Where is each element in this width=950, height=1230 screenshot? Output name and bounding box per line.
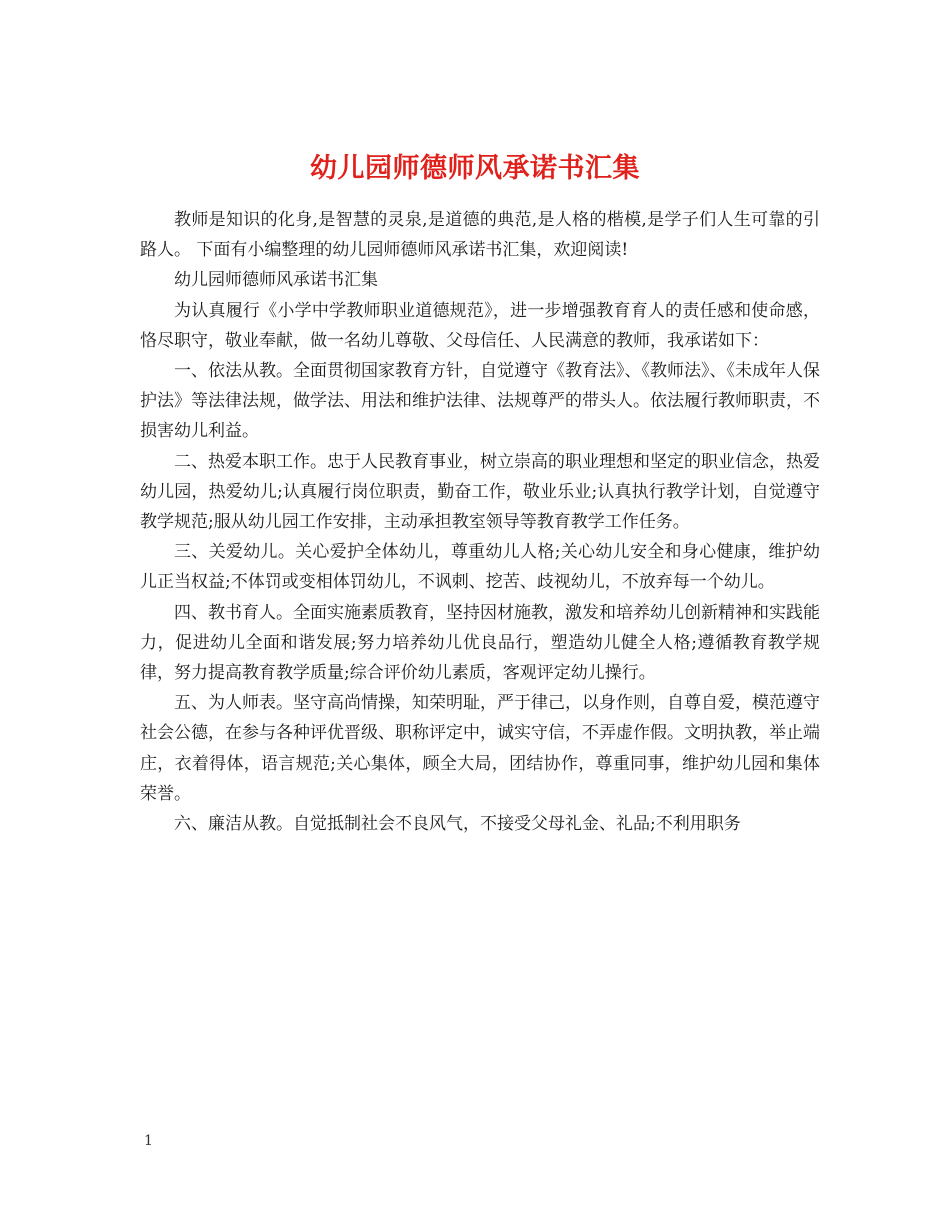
page-number: 1	[144, 1133, 153, 1149]
paragraph-intro: 教师是知识的化身,是智慧的灵泉,是道德的典范,是人格的楷模,是学子们人生可靠的引路人。 下面有小编整理的幼儿园师德师风承诺书汇集，欢迎阅读!	[140, 210, 820, 261]
paragraph-item-6: 六、廉洁从教。自觉抵制社会不良风气，不接受父母礼金、礼品;不利用职务	[174, 814, 741, 835]
paragraph-subtitle: 幼儿园师德师风承诺书汇集	[174, 270, 378, 291]
paragraph-item-4: 四、教书育人。全面实施素质教育，坚持因材施教，激发和培养幼儿创新精神和实践能力，促进幼儿全面和谐发展;努力培养幼儿优良品行，塑造幼儿健全人格;遵循教育教学规律，努力提高教育教学质量;综合评价幼儿素质，客观评定幼儿操行。	[140, 602, 820, 684]
paragraph-item-5: 五、为人师表。坚守高尚情操，知荣明耻，严于律己，以身作则，自尊自爱，模范遵守社会公德，在参与各种评优晋级、职称评定中，诚实守信，不弄虚作假。文明执教，举止端庄，衣着得体，语言规范;关心集体，顾全大局，团结协作，尊重同事，维护幼儿园和集体荣誉。	[140, 693, 820, 804]
page-title: 幼儿园师德师风承诺书汇集	[310, 153, 640, 185]
paragraph-item-2: 二、热爱本职工作。忠于人民教育事业，树立崇高的职业理想和坚定的职业信念，热爱幼儿园，热爱幼儿;认真履行岗位职责，勤奋工作，敬业乐业;认真执行教学计划，自觉遵守教学规范;服从幼儿园工作安排，主动承担教室领导等教育教学工作任务。	[140, 451, 820, 533]
paragraph-preamble: 为认真履行《小学中学教师职业道德规范》，进一步增强教育育人的责任感和使命感，恪尽职守，敬业奉献，做一名幼儿尊敬、父母信任、人民满意的教师，我承诺如下：	[140, 300, 820, 351]
paragraph-item-3: 三、关爱幼儿。关心爱护全体幼儿，尊重幼儿人格;关心幼儿安全和身心健康，维护幼儿正当权益;不体罚或变相体罚幼儿，不讽刺、挖苦、歧视幼儿，不放弃每一个幼儿。	[140, 542, 820, 593]
document-body	[140, 205, 820, 839]
paragraph-item-1: 一、依法从教。全面贯彻国家教育方针，自觉遵守《教育法》、《教师法》、《未成年人保护法》等法律法规，做学法、用法和维护法律、法规尊严的带头人。依法履行教师职责，不损害幼儿利益。	[140, 361, 820, 442]
